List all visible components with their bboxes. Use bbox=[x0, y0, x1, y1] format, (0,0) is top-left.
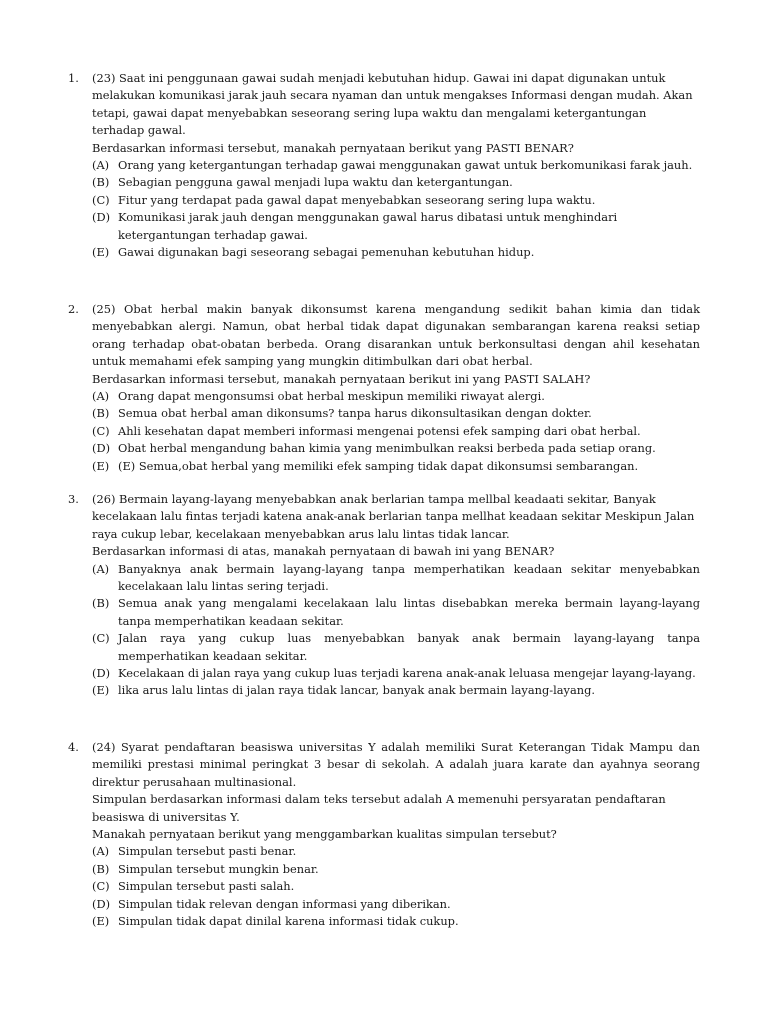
option-d bbox=[92, 896, 700, 913]
question-4 bbox=[68, 739, 700, 930]
option-text: Banyaknya anak bermain layang-layang tanpa memperhatikan keadaan sekitar menyebabkan kecelakaan lalu lintas sering terjadi. bbox=[118, 561, 700, 594]
question-prompt: Berdasarkan informasi tersebut, manakah pernyataan berikut ini yang PASTI SALAH? bbox=[92, 371, 591, 386]
question-number: 3. bbox=[68, 492, 79, 506]
option-label: (E) bbox=[92, 683, 110, 698]
option-b bbox=[92, 861, 700, 878]
question-body bbox=[92, 301, 700, 475]
question-stem: (23) Saat ini penggunaan gawai sudah menjadi kebutuhan hidup. Gawai ini dapat digunakan untuk melakukan komunikasi jarak jauh secara nyaman dan untuk mengakses Informasi dengan mudah. Akan tetapi, gawai dapat menyebabkan seseorang sering lupa waktu dan mengalami ketergantungan terhadap gawal. bbox=[92, 71, 693, 138]
option-a bbox=[92, 157, 700, 174]
question-stem: (24) Syarat pendaftaran beasiswa universitas Y adalah memiliki Surat Keterangan Tidak Mampu dan memiliki prestasi minimal peringkat 3 besar di sekolah. A adalah juara karate dan ayahnya seorang direktur perusahaan multinasional. bbox=[92, 740, 700, 789]
option-text: Simpulan tersebut pasti benar. bbox=[118, 844, 297, 859]
question-number: 2. bbox=[68, 302, 79, 316]
option-label: (D) bbox=[92, 666, 111, 681]
option-text: (E) Semua,obat herbal yang memiliki efek samping tidak dapat dikonsumsi sembarangan. bbox=[118, 458, 639, 473]
option-text: Sebagian pengguna gawal menjadi lupa waktu dan ketergantungan. bbox=[118, 175, 513, 190]
option-e bbox=[92, 913, 700, 930]
option-label: (B) bbox=[92, 175, 110, 190]
option-label: (B) bbox=[92, 861, 110, 876]
option-label: (A) bbox=[92, 561, 110, 576]
option-c bbox=[92, 192, 700, 209]
option-text: lika arus lalu lintas di jalan raya tidak lancar, banyak anak bermain layang-layang. bbox=[118, 683, 596, 698]
option-label: (C) bbox=[92, 879, 110, 894]
option-label: (D) bbox=[92, 210, 111, 225]
option-e bbox=[92, 458, 700, 475]
option-text: Simpulan tersebut mungkin benar. bbox=[118, 861, 319, 876]
question-stem: (25) Obat herbal makin banyak dikonsumst karena mengandung sedikit bahan kimia dan tidak menyebabkan alergi. Namun, obat herbal tidak dapat digunakan sembarangan karena reaksi setiap orang terhadap obat-obatan berbeda. Orang disarankan untuk berkonsultasi dengan ahil kesehatan untuk memahami efek samping yang mungkin ditimbulkan dari obat herbal. bbox=[92, 302, 700, 369]
option-label: (E) bbox=[92, 245, 110, 260]
option-label: (A) bbox=[92, 389, 110, 404]
option-label: (E) bbox=[92, 458, 110, 473]
question-conclusion: Simpulan berdasarkan informasi dalam teks tersebut adalah A memenuhi persyaratan pendaftaran beasiswa di universitas Y. bbox=[92, 792, 666, 824]
option-text: Gawai digunakan bagi seseorang sebagai pemenuhan kebutuhan hidup. bbox=[118, 245, 535, 260]
option-e bbox=[92, 682, 700, 699]
question-body bbox=[92, 739, 700, 930]
option-text: Obat herbal mengandung bahan kimia yang menimbulkan reaksi berbeda pada setiap orang. bbox=[118, 441, 656, 456]
question-prompt: Berdasarkan informasi tersebut, manakah pernyataan berikut yang PASTI BENAR? bbox=[92, 140, 574, 155]
question-1 bbox=[68, 70, 700, 261]
option-d bbox=[92, 665, 700, 682]
option-b bbox=[92, 405, 700, 422]
option-b bbox=[92, 174, 700, 191]
option-c bbox=[92, 878, 700, 895]
option-text: Semua obat herbal aman dikonsums? tanpa harus dikonsultasikan dengan dokter. bbox=[118, 406, 592, 421]
option-text: Semua anak yang mengalami kecelakaan lalu lintas disebabkan mereka bermain layang-layang tanpa memperhatikan keadaan sekitar. bbox=[118, 596, 700, 628]
option-label: (D) bbox=[92, 441, 111, 456]
option-text: Simpulan tidak relevan dengan informasi yang diberikan. bbox=[118, 896, 451, 911]
option-text: Orang dapat mengonsumsi obat herbal meskipun memiliki riwayat alergi. bbox=[118, 389, 545, 404]
question-number: 4. bbox=[68, 740, 79, 754]
option-label: (C) bbox=[92, 423, 110, 438]
option-label: (D) bbox=[92, 896, 111, 911]
option-label: (A) bbox=[92, 158, 110, 173]
option-text: Komunikasi jarak jauh dengan menggunakan gawal harus dibatasi untuk menghindari ketergantungan terhadap gawai. bbox=[118, 210, 618, 242]
question-prompt: Berdasarkan informasi di atas, manakah pernyataan di bawah ini yang BENAR? bbox=[92, 544, 555, 559]
option-text: Jalan raya yang cukup luas menyebabkan banyak anak bermain layang-layang tanpa memperhatikan keadaan sekitar. bbox=[118, 631, 700, 663]
option-text: Orang yang ketergantungan terhadap gawai menggunakan gawat untuk berkomunikasi farak jauh. bbox=[118, 158, 693, 173]
option-label: (E) bbox=[92, 914, 110, 929]
option-label: (B) bbox=[92, 406, 110, 421]
option-text: Simpulan tersebut pasti salah. bbox=[118, 879, 295, 894]
option-d bbox=[92, 209, 700, 244]
option-a bbox=[92, 561, 700, 596]
option-d bbox=[92, 440, 700, 457]
question-body bbox=[92, 491, 700, 700]
question-2 bbox=[68, 301, 700, 475]
question-body bbox=[92, 70, 700, 261]
option-label: (B) bbox=[92, 596, 110, 611]
option-e bbox=[92, 244, 700, 261]
question-number: 1. bbox=[68, 71, 79, 85]
option-a bbox=[92, 388, 700, 405]
option-text: Simpulan tidak dapat dinilal karena informasi tidak cukup. bbox=[118, 914, 459, 929]
option-label: (A) bbox=[92, 844, 110, 859]
option-a bbox=[92, 843, 700, 860]
option-label: (C) bbox=[92, 631, 110, 646]
question-prompt: Manakah pernyataan berikut yang menggambarkan kualitas simpulan tersebut? bbox=[92, 827, 557, 842]
option-c bbox=[92, 630, 700, 665]
question-3 bbox=[68, 491, 700, 700]
option-text: Fitur yang terdapat pada gawal dapat menyebabkan seseorang sering lupa waktu. bbox=[118, 192, 596, 207]
question-stem: (26) Bermain layang-layang menyebabkan anak berlarian tampa mellbal keadaati sekitar, Banyak kecelakaan lalu fintas terjadi katena anak-anak berlarian tanpa mellhat keadaan sekitar Meskipun Jalan raya cukup lebar, kecelakaan menyebabkan arus lalu lintas tidak lancar. bbox=[92, 492, 695, 541]
option-text: Ahli kesehatan dapat memberi informasi mengenai potensi efek samping dari obat herbal. bbox=[118, 423, 641, 438]
option-c bbox=[92, 423, 700, 440]
option-b bbox=[92, 595, 700, 630]
option-text: Kecelakaan di jalan raya yang cukup luas terjadi karena anak-anak leluasa mengejar layang-layang. bbox=[118, 666, 696, 681]
option-label: (C) bbox=[92, 192, 110, 207]
